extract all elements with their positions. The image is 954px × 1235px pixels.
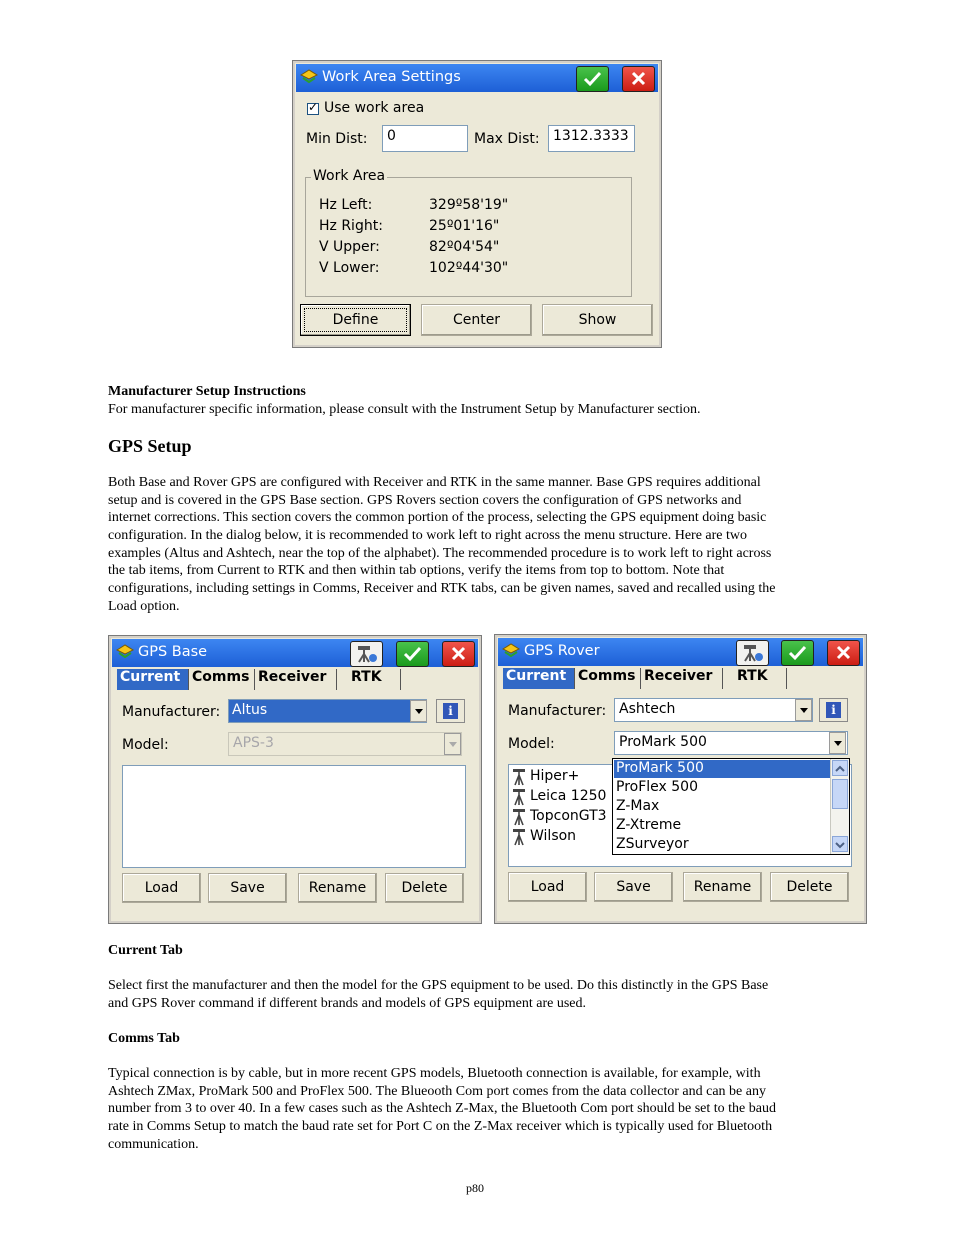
hz-left-label: Hz Left: <box>319 197 373 213</box>
tripod-icon <box>511 828 527 846</box>
model-dropdown-list[interactable] <box>612 758 850 855</box>
gps-setup-line: Load option. <box>108 599 180 614</box>
tab-receiver[interactable]: Receiver <box>255 669 337 690</box>
tripod-icon <box>511 768 527 786</box>
show-button-label: Show <box>578 312 617 328</box>
tab-comms[interactable]: Comms <box>189 669 255 690</box>
list-item-label: Hiper+ <box>530 768 580 784</box>
scroll-thumb[interactable] <box>832 779 848 809</box>
save-button-label: Save <box>230 880 265 896</box>
title-bar <box>296 64 658 92</box>
use-work-area-label: Use work area <box>324 100 425 116</box>
gps-setup-line: Both Base and Rover GPS are configured with Receiver and RTK in the same manner. Base GPS requires additional <box>108 475 761 490</box>
v-upper-label: V Upper: <box>319 239 380 255</box>
tab-bar <box>117 669 417 691</box>
define-button[interactable] <box>300 304 411 336</box>
min-dist-input[interactable]: 0 <box>382 125 468 152</box>
scroll-down-icon[interactable] <box>832 836 848 852</box>
tripod-tool-icon <box>351 642 382 666</box>
tab-bar <box>503 668 803 690</box>
close-button[interactable] <box>622 66 655 92</box>
hz-right-value: 25º01'16" <box>429 218 500 234</box>
comms-tab-heading: Comms Tab <box>108 1031 180 1046</box>
gps-rover-dialog <box>494 634 867 924</box>
comms-tab-line: Typical connection is by cable, but in more recent GPS models, Bluetooth connection is available, for example, with <box>108 1066 761 1081</box>
dialog-title: GPS Base <box>138 644 208 660</box>
manufacturer-label: Manufacturer: <box>122 704 221 720</box>
app-logo-icon <box>115 642 135 662</box>
gps-setup-line: configurations, including settings in Comms, Receiver and RTK tabs, can be given names, saved and recalled using the <box>108 581 776 596</box>
load-button-label: Load <box>144 880 179 896</box>
min-dist-label: Min Dist: <box>306 131 368 147</box>
rename-button[interactable] <box>683 872 762 902</box>
title-bar <box>498 638 863 666</box>
max-dist-input[interactable]: 1312.3333 <box>548 125 635 152</box>
info-button[interactable] <box>819 698 848 722</box>
gps-setup-line: setup and is covered in the GPS Base section. GPS Rovers section covers the configuration of GPS networks and <box>108 493 742 508</box>
manufacturer-dropdown-button[interactable] <box>410 700 427 722</box>
info-button[interactable] <box>436 699 465 723</box>
checkmark-icon <box>782 641 813 665</box>
hz-left-value: 329º58'19" <box>429 197 509 213</box>
dropdown-option[interactable]: Z-Xtreme <box>616 817 682 833</box>
page-number: p80 <box>466 1181 484 1195</box>
model-select[interactable]: ProMark 500 <box>614 731 848 755</box>
rename-button-label: Rename <box>308 880 367 896</box>
manufacturer-label: Manufacturer: <box>508 703 607 719</box>
ok-button[interactable] <box>396 641 429 667</box>
gps-setup-line: internet corrections. This section covers the common portion of the process, selecting the GPS equipment doing basic <box>108 510 767 525</box>
show-button[interactable] <box>542 304 653 336</box>
tab-current[interactable]: Current <box>117 669 189 690</box>
tab-current[interactable]: Current <box>503 668 575 689</box>
model-select[interactable]: APS-3 <box>228 732 462 756</box>
current-tab-line: Select first the manufacturer and then the model for the GPS equipment to be used. Do this distinctly in the GPS Base <box>108 978 769 993</box>
comms-tab-line: rate in Comms Setup to match the baud rate set for Port C on the Z-Max receiver which is typically used for Bluetooth <box>108 1119 773 1134</box>
list-item-label: Leica 1250 <box>530 788 607 804</box>
work-area-group <box>305 177 632 297</box>
tab-comms[interactable]: Comms <box>575 668 641 689</box>
dropdown-option[interactable]: ProFlex 500 <box>616 779 698 795</box>
delete-button[interactable] <box>770 872 849 902</box>
gps-base-dialog <box>108 635 482 924</box>
current-tab-heading: Current Tab <box>108 943 183 958</box>
dropdown-scrollbar[interactable] <box>830 759 849 854</box>
rename-button-label: Rename <box>693 879 752 895</box>
app-logo-icon <box>299 67 319 87</box>
rename-button[interactable] <box>298 873 377 903</box>
define-button-label: Define <box>332 312 379 328</box>
gps-setup-line: the tab items, from Current to RTK and then within tab options, verify the items from top to bottom. Note that <box>108 563 725 578</box>
ok-button[interactable] <box>576 66 609 92</box>
use-work-area-checkbox[interactable] <box>307 103 319 115</box>
gps-setup-line: examples (Altus and Ashtech, near the top of the alphabet). The recommended procedure is to work left to right across <box>108 546 772 561</box>
gps-setup-heading: GPS Setup <box>108 436 192 456</box>
load-button[interactable] <box>122 873 201 903</box>
model-label: Model: <box>508 736 555 752</box>
tab-rtk[interactable]: RTK <box>723 668 787 689</box>
manufacturer-select[interactable]: Altus <box>228 699 427 723</box>
ok-button[interactable] <box>781 640 814 666</box>
center-button[interactable] <box>421 304 532 336</box>
v-upper-value: 82º04'54" <box>429 239 500 255</box>
manufacturer-setup-text: For manufacturer specific information, please consult with the Instrument Setup by Manufacturer section. <box>108 402 701 417</box>
v-lower-label: V Lower: <box>319 260 380 276</box>
manufacturer-setup-heading: Manufacturer Setup Instructions <box>108 384 306 399</box>
current-tab-line: and GPS Rover command if different brands and models of GPS equipment are used. <box>108 996 586 1011</box>
dialog-title: GPS Rover <box>524 643 600 659</box>
dropdown-option[interactable]: Z-Max <box>616 798 660 814</box>
center-button-label: Center <box>452 312 501 328</box>
delete-button-label: Delete <box>401 880 448 896</box>
hz-right-label: Hz Right: <box>319 218 383 234</box>
dialog-title: Work Area Settings <box>322 69 461 85</box>
close-button[interactable] <box>827 640 860 666</box>
load-button[interactable] <box>508 872 587 902</box>
list-item-label: Wilson <box>530 828 577 844</box>
tools-button[interactable] <box>736 640 769 666</box>
save-button-label: Save <box>616 879 651 895</box>
save-button[interactable] <box>208 873 287 903</box>
dropdown-option-selected[interactable]: ProMark 500 <box>614 760 832 778</box>
close-icon <box>623 67 654 91</box>
comms-tab-line: Ashtech ZMax, ProMark 500 and ProFlex 500. The Blueooth Com port comes from the data collector and can be any <box>108 1084 766 1099</box>
gps-setup-line: configuration. In the dialog below, it is recommended to work left to right across the menu structure. Here are two <box>108 528 748 543</box>
model-dropdown-button[interactable] <box>829 732 846 754</box>
model-dropdown-button[interactable] <box>444 733 461 755</box>
info-icon: i <box>443 703 458 719</box>
load-button-label: Load <box>530 879 565 895</box>
title-bar <box>112 639 478 667</box>
tools-button[interactable] <box>350 641 383 667</box>
delete-button-label: Delete <box>786 879 833 895</box>
checkmark-icon <box>577 67 608 91</box>
v-lower-value: 102º44'30" <box>429 260 509 276</box>
work-area-group-title: Work Area <box>313 168 386 184</box>
tripod-icon <box>511 788 527 806</box>
scroll-up-icon[interactable] <box>832 760 848 776</box>
model-label: Model: <box>122 737 169 753</box>
work-area-settings-dialog <box>292 60 662 348</box>
close-button[interactable] <box>442 641 475 667</box>
close-icon <box>443 642 474 666</box>
max-dist-label: Max Dist: <box>474 131 540 147</box>
info-icon: i <box>826 702 841 718</box>
tab-rtk[interactable]: RTK <box>337 669 401 690</box>
comms-tab-line: communication. <box>108 1137 199 1152</box>
manufacturer-select[interactable]: Ashtech <box>614 698 813 722</box>
tab-receiver[interactable]: Receiver <box>641 668 723 689</box>
tripod-tool-icon <box>737 641 768 665</box>
tripod-icon <box>511 808 527 826</box>
save-button[interactable] <box>594 872 673 902</box>
manufacturer-dropdown-button[interactable] <box>795 699 812 721</box>
app-logo-icon <box>501 641 521 661</box>
saved-config-list[interactable] <box>122 765 466 868</box>
close-icon <box>828 641 859 665</box>
delete-button[interactable] <box>385 873 464 903</box>
dropdown-option[interactable]: ZSurveyor <box>616 836 689 852</box>
checkmark-icon <box>397 642 428 666</box>
comms-tab-line: number from 3 to over 40. In a few cases such as the Ashtech Z-Max, the Bluetooth Com port should be set to the baud <box>108 1101 776 1116</box>
list-item-label: TopconGT3 <box>530 808 607 824</box>
